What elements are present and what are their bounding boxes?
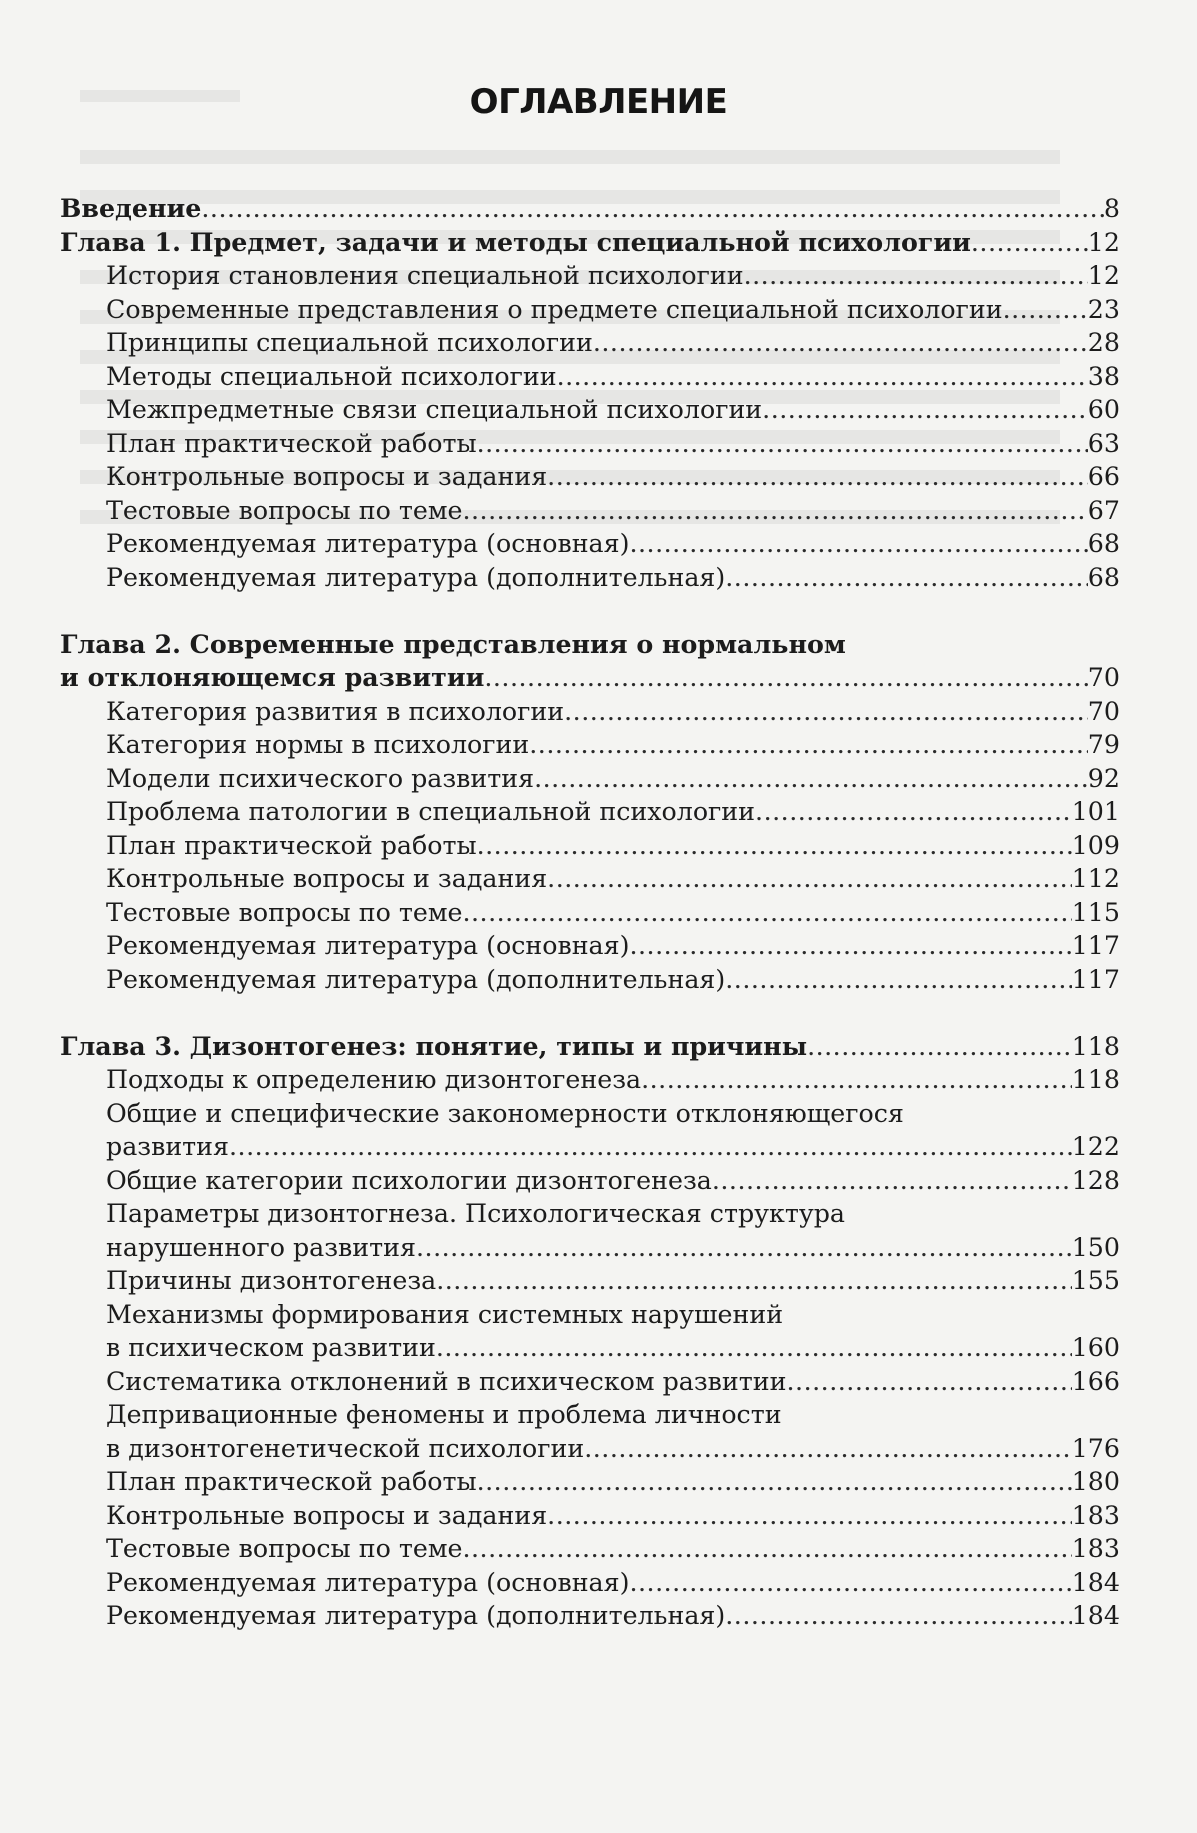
toc-entry-title: История становления специальной психологии	[106, 261, 744, 290]
toc-section-entry[interactable]	[60, 1063, 1120, 1097]
toc-section-entry[interactable]	[60, 695, 1120, 729]
toc-section-entry[interactable]	[60, 326, 1120, 360]
toc-section-entry[interactable]	[60, 1365, 1120, 1399]
toc-entry-title: Механизмы формирования системных нарушений	[106, 1299, 784, 1329]
toc-page-number: 28	[1087, 328, 1120, 357]
toc-page-number: 117	[1071, 931, 1120, 960]
dot-leader	[477, 1465, 1072, 1499]
toc-entry-title: Введение	[60, 193, 202, 223]
dot-leader	[629, 527, 1087, 561]
toc-entry-title: Принципы специальной психологии	[106, 328, 593, 357]
toc-chapter-entry[interactable]	[60, 661, 1120, 695]
toc-page-number: 60	[1087, 395, 1120, 424]
toc-section-entry[interactable]	[60, 293, 1120, 327]
toc-page-number: 160	[1071, 1333, 1120, 1362]
toc-page-number: 118	[1071, 1065, 1120, 1094]
toc-page-number: 70	[1087, 663, 1120, 692]
dot-leader	[629, 1566, 1071, 1600]
toc-section-entry[interactable]	[60, 795, 1120, 829]
toc-page-number: 183	[1071, 1534, 1120, 1563]
toc-page-number: 79	[1087, 730, 1120, 759]
toc-page-number: 115	[1071, 897, 1120, 927]
toc-section-entry[interactable]	[60, 494, 1120, 528]
dot-leader	[547, 460, 1088, 494]
toc-page-number: 12	[1087, 227, 1120, 257]
toc-section-entry[interactable]	[60, 393, 1120, 427]
toc-entry-title: нарушенного развития	[106, 1232, 416, 1262]
toc-entry-title: Категория нормы в психологии	[106, 730, 530, 759]
toc-section-entry[interactable]	[60, 963, 1120, 997]
toc-entry-title: Общие и специфические закономерности отклоняющегося	[106, 1098, 904, 1128]
dot-leader	[477, 829, 1072, 863]
section-gap	[60, 996, 1120, 1030]
toc-entry-title: Рекомендуемая литература (основная)	[106, 1567, 630, 1597]
toc-section-entry[interactable]	[60, 762, 1120, 796]
toc-entry-title: Контрольные вопросы и задания	[106, 462, 548, 491]
toc-entry-title: Глава 3. Дизонтогенез: понятие, типы и причины	[60, 1030, 808, 1061]
toc-entry-title: План практической работы	[106, 428, 477, 458]
dot-leader	[557, 360, 1088, 394]
toc-entry-title: Систематика отклонений в психическом развитии	[106, 1366, 787, 1396]
toc-entry-title: Тестовые вопросы по теме	[106, 1534, 463, 1563]
toc-section-entry[interactable]	[60, 561, 1120, 595]
toc-section-entry[interactable]	[60, 862, 1120, 896]
dot-leader	[477, 427, 1088, 461]
page-title: ОГЛАВЛЕНИЕ	[469, 82, 728, 122]
toc-section-entry[interactable]	[60, 929, 1120, 963]
toc-section-entry[interactable]	[60, 1231, 1120, 1265]
dot-leader	[755, 795, 1072, 829]
toc-section-entry[interactable]	[60, 360, 1120, 394]
dot-leader	[629, 929, 1071, 963]
dot-leader	[1003, 293, 1088, 327]
toc-entry-title: План практической работы	[106, 1467, 477, 1496]
toc-section-entry[interactable]	[60, 1264, 1120, 1298]
dot-leader	[547, 1499, 1072, 1533]
dot-leader	[762, 393, 1088, 427]
toc-entry-title: Методы специальной психологии	[106, 361, 557, 391]
toc-entry-title: План практической работы	[106, 830, 477, 860]
toc-entry-title: Подходы к определению дизонтогенеза	[106, 1065, 642, 1094]
dot-leader	[564, 695, 1088, 729]
toc-entry-title: Тестовые вопросы по теме	[106, 897, 463, 927]
toc-page-number: 66	[1087, 462, 1120, 491]
toc-section-entry[interactable]	[60, 728, 1120, 762]
toc-entry-title: Рекомендуемая литература (основная)	[106, 931, 630, 960]
toc-page-number: 12	[1087, 261, 1120, 290]
toc-page-number: 155	[1071, 1266, 1120, 1295]
dot-leader	[971, 226, 1088, 260]
toc-chapter-entry[interactable]	[60, 226, 1120, 260]
toc-entry-title: Глава 1. Предмет, задачи и методы специальной психологии	[60, 226, 971, 257]
toc-section-entry[interactable]	[60, 427, 1120, 461]
toc-section-entry[interactable]	[60, 460, 1120, 494]
toc-page-number: 67	[1087, 495, 1120, 525]
toc-entry-title: Глава 2. Современные представления о нормальном	[60, 628, 846, 659]
toc-entry-title: в дизонтогенетической психологии	[106, 1433, 585, 1463]
dot-leader	[712, 1164, 1072, 1198]
dot-leader	[462, 494, 1087, 528]
toc-entry-title: Рекомендуемая литература (дополнительная)	[106, 964, 726, 994]
dot-leader	[436, 1264, 1071, 1298]
toc-page-number: 101	[1071, 797, 1120, 826]
toc-page-number: 118	[1071, 1031, 1120, 1061]
toc-section-entry[interactable]	[60, 1097, 1120, 1131]
toc-entry-title: Контрольные вопросы и задания	[106, 1500, 548, 1530]
toc-page-number: 150	[1071, 1232, 1120, 1262]
toc-page-number: 176	[1071, 1433, 1120, 1463]
toc-section-entry[interactable]	[60, 1298, 1120, 1332]
toc-chapter-entry[interactable]	[60, 192, 1120, 226]
dot-leader	[229, 1130, 1072, 1164]
toc-page-number: 183	[1071, 1500, 1120, 1530]
toc-section-entry[interactable]	[60, 829, 1120, 863]
dot-leader	[744, 259, 1088, 293]
toc-entry-title: и отклоняющемся развитии	[60, 662, 485, 692]
toc-entry-title: Проблема патологии в специальной психологии	[106, 797, 756, 826]
toc-page-number: 68	[1087, 529, 1120, 558]
toc-entry-title: Категория развития в психологии	[106, 696, 565, 726]
dot-leader	[807, 1030, 1072, 1064]
toc-entry-title: Межпредметные связи специальной психологии	[106, 395, 763, 424]
toc-entry-title: Общие категории психологии дизонтогенеза	[106, 1165, 712, 1195]
toc-entry-title: Современные представления о предмете специальной психологии	[106, 294, 1003, 324]
toc-section-entry[interactable]	[60, 1532, 1120, 1566]
toc-section-entry[interactable]	[60, 1197, 1120, 1231]
toc-page-number: 117	[1071, 964, 1120, 994]
dot-leader	[593, 326, 1088, 360]
toc-section-entry[interactable]	[60, 259, 1120, 293]
toc-section-entry[interactable]	[60, 1465, 1120, 1499]
toc-page-number: 128	[1071, 1165, 1120, 1195]
toc-chapter-entry[interactable]	[60, 1030, 1120, 1064]
toc-page-number: 68	[1087, 562, 1120, 592]
table-of-contents	[60, 192, 1120, 1633]
dot-leader	[725, 561, 1088, 595]
dot-leader	[201, 192, 1104, 226]
toc-section-entry[interactable]	[60, 1499, 1120, 1533]
toc-entry-title: Тестовые вопросы по теме	[106, 495, 463, 525]
section-gap	[60, 594, 1120, 628]
dot-leader	[787, 1365, 1072, 1399]
toc-page-number: 180	[1071, 1467, 1120, 1496]
dot-leader	[436, 1331, 1072, 1365]
dot-leader	[725, 1599, 1071, 1633]
dot-leader	[529, 728, 1088, 762]
toc-page-number: 184	[1071, 1567, 1120, 1597]
toc-section-entry[interactable]	[60, 1331, 1120, 1365]
toc-page-number: 8	[1103, 194, 1120, 223]
toc-entry-title: Депривационные феномены и проблема личности	[106, 1400, 782, 1429]
toc-page-number: 92	[1087, 763, 1120, 793]
toc-entry-title: Рекомендуемая литература (дополнительная)	[106, 562, 726, 592]
toc-entry-title: в психическом развитии	[106, 1333, 436, 1362]
toc-page-number: 70	[1087, 696, 1120, 726]
toc-entry-title: Модели психического развития	[106, 763, 535, 793]
dot-leader	[462, 1532, 1071, 1566]
toc-page-number: 23	[1087, 294, 1120, 324]
toc-section-entry[interactable]	[60, 1432, 1120, 1466]
dot-leader	[462, 896, 1071, 930]
toc-page-number: 184	[1071, 1601, 1120, 1630]
toc-chapter-entry[interactable]	[60, 628, 1120, 662]
toc-page-number: 63	[1087, 428, 1120, 458]
dot-leader	[534, 762, 1088, 796]
toc-section-entry[interactable]	[60, 1130, 1120, 1164]
dot-leader	[641, 1063, 1072, 1097]
toc-entry-title: Рекомендуемая литература (основная)	[106, 529, 630, 558]
toc-page-number: 166	[1071, 1366, 1120, 1396]
toc-entry-title: Контрольные вопросы и задания	[106, 864, 548, 893]
toc-section-entry[interactable]	[60, 1566, 1120, 1600]
dot-leader	[584, 1432, 1071, 1466]
toc-entry-title: Параметры дизонтогнеза. Психологическая структура	[106, 1199, 845, 1228]
toc-entry-title: развития	[106, 1132, 229, 1161]
dot-leader	[725, 963, 1071, 997]
toc-page-number: 38	[1087, 361, 1120, 391]
dot-leader	[484, 661, 1087, 695]
dot-leader	[416, 1231, 1072, 1265]
toc-entry-title: Рекомендуемая литература (дополнительная)	[106, 1601, 726, 1630]
toc-page-number: 122	[1071, 1132, 1120, 1161]
toc-page-number: 109	[1071, 830, 1120, 860]
toc-section-entry[interactable]	[60, 1599, 1120, 1633]
toc-section-entry[interactable]	[60, 896, 1120, 930]
toc-section-entry[interactable]	[60, 1398, 1120, 1432]
toc-page-number: 112	[1071, 864, 1120, 893]
dot-leader	[547, 862, 1072, 896]
toc-section-entry[interactable]	[60, 527, 1120, 561]
toc-entry-title: Причины дизонтогенеза	[106, 1266, 437, 1295]
toc-section-entry[interactable]	[60, 1164, 1120, 1198]
